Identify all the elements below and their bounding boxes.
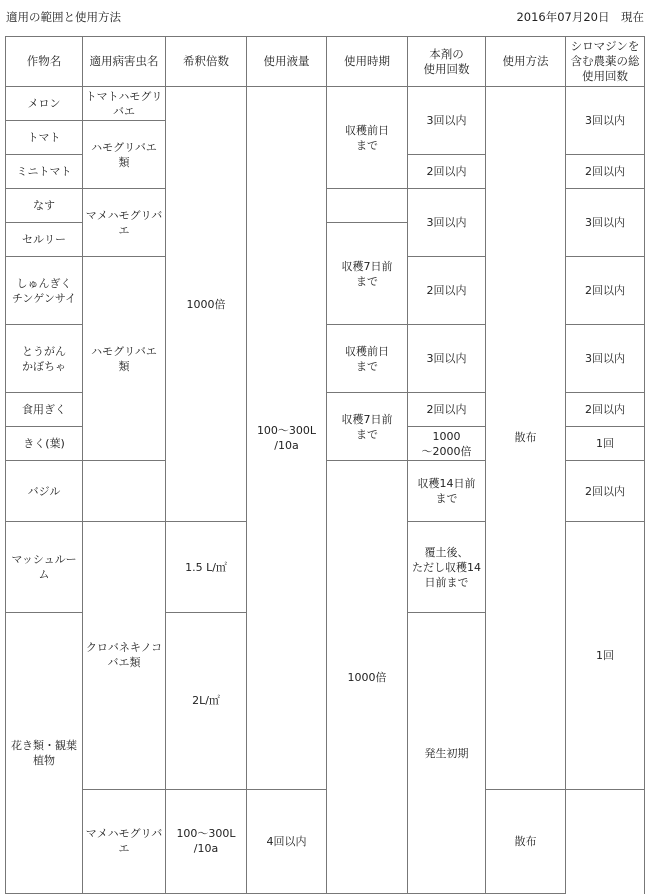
as-of-date: 2016年07月20日 現在 xyxy=(516,10,644,24)
pest-cell: トマトハモグリ バエ xyxy=(83,87,166,121)
crop-cell: マッシュルー ム xyxy=(6,522,83,613)
col-header-dilution: 希釈倍数 xyxy=(166,37,247,87)
crop-cell: 食用ぎく xyxy=(6,393,83,427)
volume-cell: 100～300L /10a xyxy=(166,789,247,893)
timing-cell-empty xyxy=(327,189,408,223)
timing-cell: 覆土後、 ただし収穫14 日前まで xyxy=(408,522,486,613)
crop-cell: セルリー xyxy=(6,223,83,257)
count-cell: 1回 xyxy=(566,427,645,461)
page-header xyxy=(6,9,644,25)
crop-name: かぼちゃ xyxy=(22,359,66,373)
timing-cell: 収穫前日 まで xyxy=(327,325,408,393)
table-title: 適用の範囲と使用方法 xyxy=(6,10,121,24)
timing-cell: 発生初期 xyxy=(408,613,486,894)
crop-name: チンゲンサイ xyxy=(11,291,77,305)
timing-cell: 収穫前日 まで xyxy=(327,87,408,189)
crop-cell: バジル xyxy=(6,461,83,522)
dilution-cell: 1000 ～2000倍 xyxy=(408,427,486,461)
pest-cell-empty xyxy=(83,461,166,522)
usage-table xyxy=(5,36,645,894)
crop-name: しゅんぎく xyxy=(16,276,72,290)
crop-cell-pair xyxy=(6,257,83,325)
total-cell: 3回以内 xyxy=(566,325,645,393)
count-cell: 3回以内 xyxy=(408,325,486,393)
total-cell: 2回以内 xyxy=(566,155,645,189)
pest-cell: ハモグリバエ 類 xyxy=(83,257,166,461)
pest-cell: クロバネキノコ バエ類 xyxy=(83,522,166,790)
total-cell: 3回以内 xyxy=(566,189,645,257)
method-cell: 散布 xyxy=(486,789,566,893)
crop-cell-pair xyxy=(6,325,83,393)
timing-cell: 収穫14日前 まで xyxy=(408,461,486,522)
count-cell: 1回 xyxy=(566,522,645,790)
count-cell: 2回以内 xyxy=(566,461,645,522)
timing-cell: 収穫7日前 まで xyxy=(327,393,408,461)
count-cell: 2回以内 xyxy=(408,257,486,325)
pest-cell: ハモグリバエ 類 xyxy=(83,121,166,189)
col-header-volume: 使用液量 xyxy=(247,37,327,87)
count-cell: 2回以内 xyxy=(408,155,486,189)
timing-cell: 収穫7日前 まで xyxy=(327,223,408,325)
col-header-crop: 作物名 xyxy=(6,37,83,87)
col-header-count: 本剤の 使用回数 xyxy=(408,37,486,87)
volume-cell: 100～300L /10a xyxy=(247,87,327,790)
crop-cell: メロン xyxy=(6,87,83,121)
pest-cell: マメハモグリバ エ xyxy=(83,789,166,893)
total-cell: 3回以内 xyxy=(566,87,645,155)
pest-cell: マメハモグリバ エ xyxy=(83,189,166,257)
col-header-method: 使用方法 xyxy=(486,37,566,87)
col-header-pest: 適用病害虫名 xyxy=(83,37,166,87)
col-header-total: シロマジンを 含む農薬の総 使用回数 xyxy=(566,37,645,87)
table-row xyxy=(6,789,645,893)
table-row xyxy=(6,87,645,121)
count-cell: 2回以内 xyxy=(408,393,486,427)
crop-cell: 花き類・観葉 植物 xyxy=(6,613,83,894)
dilution-cell: 1000倍 xyxy=(166,87,247,522)
header-row xyxy=(6,37,645,87)
volume-cell: 1.5 L/㎡ xyxy=(166,522,247,613)
total-cell: 2回以内 xyxy=(566,393,645,427)
crop-cell: きく(葉) xyxy=(6,427,83,461)
count-cell: 3回以内 xyxy=(408,87,486,155)
volume-cell: 2L/㎡ xyxy=(166,613,247,790)
col-header-timing: 使用時期 xyxy=(327,37,408,87)
count-cell: 4回以内 xyxy=(247,789,327,893)
crop-cell: トマト xyxy=(6,121,83,155)
crop-name: とうがん xyxy=(22,344,66,358)
crop-cell: なす xyxy=(6,189,83,223)
crop-cell: ミニトマト xyxy=(6,155,83,189)
total-cell: 2回以内 xyxy=(566,257,645,325)
method-cell: 散布 xyxy=(486,87,566,790)
dilution-cell: 1000倍 xyxy=(327,461,408,894)
count-cell: 3回以内 xyxy=(408,189,486,257)
